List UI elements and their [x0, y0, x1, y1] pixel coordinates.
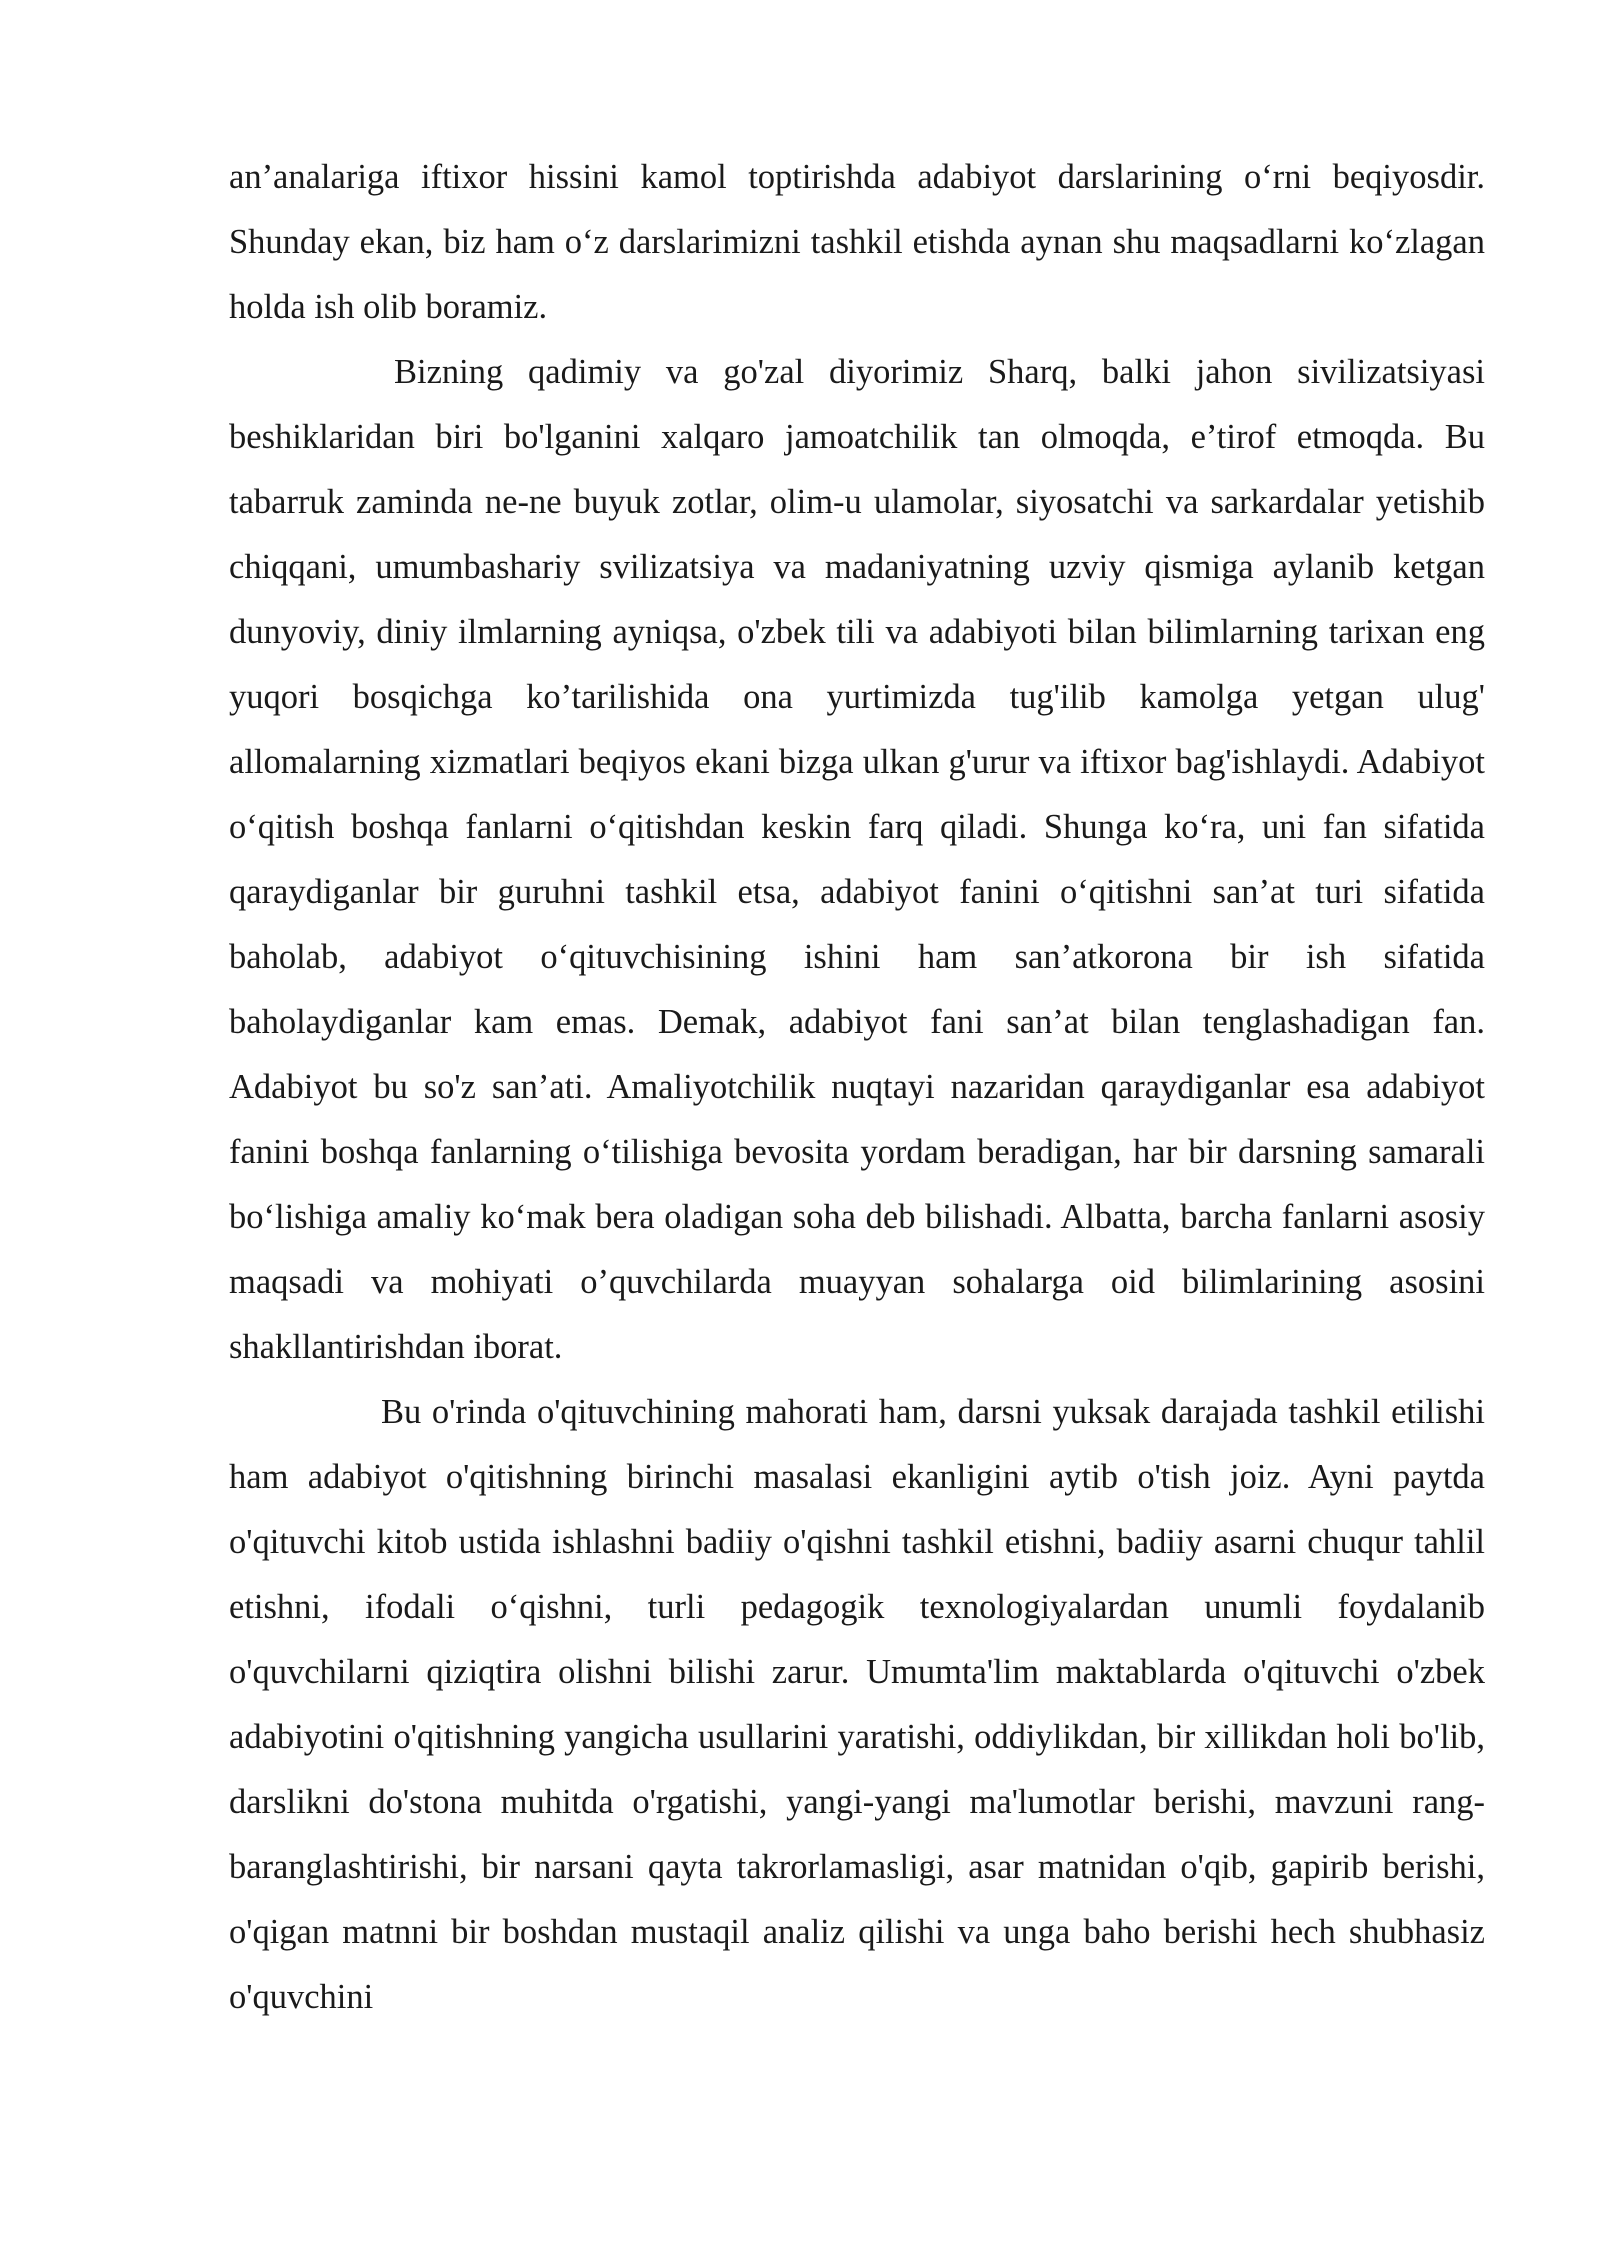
paragraph-3: Bu o'rinda o'qituvchining mahorati ham, darsni yuksak darajada tashkil etilishi ham adabiyot o'qitishning birinchi masalasi ekanligini aytib o'tish joiz. Ayni paytda o'qituvchi kitob ustida ishlashni badiiy o'qishni tashkil etishni, badiiy asarni chuqur tahlil etishni, ifodali o‘qishni, turli pedagogik texnologiyalardan unumli foydalanib o'quvchilarni qiziqtira olishni bilishi zarur. Umumta'lim maktablarda o'qituvchi o'zbek adabiyotini o'qitishning yangicha usullarini yaratishi, oddiylikdan, bir xillikdan holi bo'lib, darslikni do'stona muhitda o'rgatishi, yangi-yangi ma'lumotlar berishi, mavzuni rang-baranglashtirishi, bir narsani qayta takrorlamasligi, asar matnidan o'qib, gapirib berishi, o'qigan matnni bir boshdan mustaqil analiz qilishi va unga baho berishi hech shubhasiz o'quvchini — [229, 1393, 1485, 2016]
paragraph-2: Bizning qadimiy va go'zal diyorimiz Sharq, balki jahon sivilizatsiyasi beshiklaridan biri bo'lganini xalqaro jamoatchilik tan olmoqda, e’tirof etmoqda. Bu tabarruk zaminda ne-ne buyuk zotlar, olim-u ulamolar, siyosatchi va sarkardalar yetishib chiqqani, umumbashariy svilizatsiya va madaniyatning uzviy qismiga aylanib ketgan dunyoviy, diniy ilmlarning ayniqsa, o'zbek tili va adabiyoti bilan bilimlarning tarixan eng yuqori bosqichga ko’tarilishida ona yurtimizda tug'ilib kamolga yetgan ulug' allomalarning xizmatlari beqiyos ekani bizga ulkan g'urur va iftixor bag'ishlaydi. Adabiyot o‘qitish boshqa fanlarni o‘qitishdan keskin farq qiladi. Shunga ko‘ra, uni fan sifatida qaraydiganlar bir guruhni tashkil etsa, adabiyot fanini o‘qitishni san’at turi sifatida baholab, adabiyot o‘qituvchisining ishini ham san’atkorona bir ish sifatida baholaydiganlar kam emas. Demak, adabiyot fani san’at bilan tenglashadigan fan. Adabiyot bu so'z san’ati. Amaliyotchilik nuqtayi nazaridan qaraydiganlar esa adabiyot fanini boshqa fanlarning o‘tilishiga bevosita yordam beradigan, har bir darsning samarali bo‘lishiga amaliy ko‘mak bera oladigan soha deb bilishadi. Albatta, barcha fanlarni asosiy maqsadi va mohiyati o’quvchilarda muayyan sohalarga oid bilimlarining asosini shakllantirishdan iborat. — [229, 353, 1485, 1366]
paragraph-1: an’analariga iftixor hissini kamol toptirishda adabiyot darslarining o‘rni beqiyosdir. Shunday ekan, biz ham o‘z darslarimizni tashkil etishda aynan shu maqsadlarni ko‘zlagan holda ish olib boramiz. — [229, 158, 1485, 326]
document-page — [229, 145, 1485, 2030]
